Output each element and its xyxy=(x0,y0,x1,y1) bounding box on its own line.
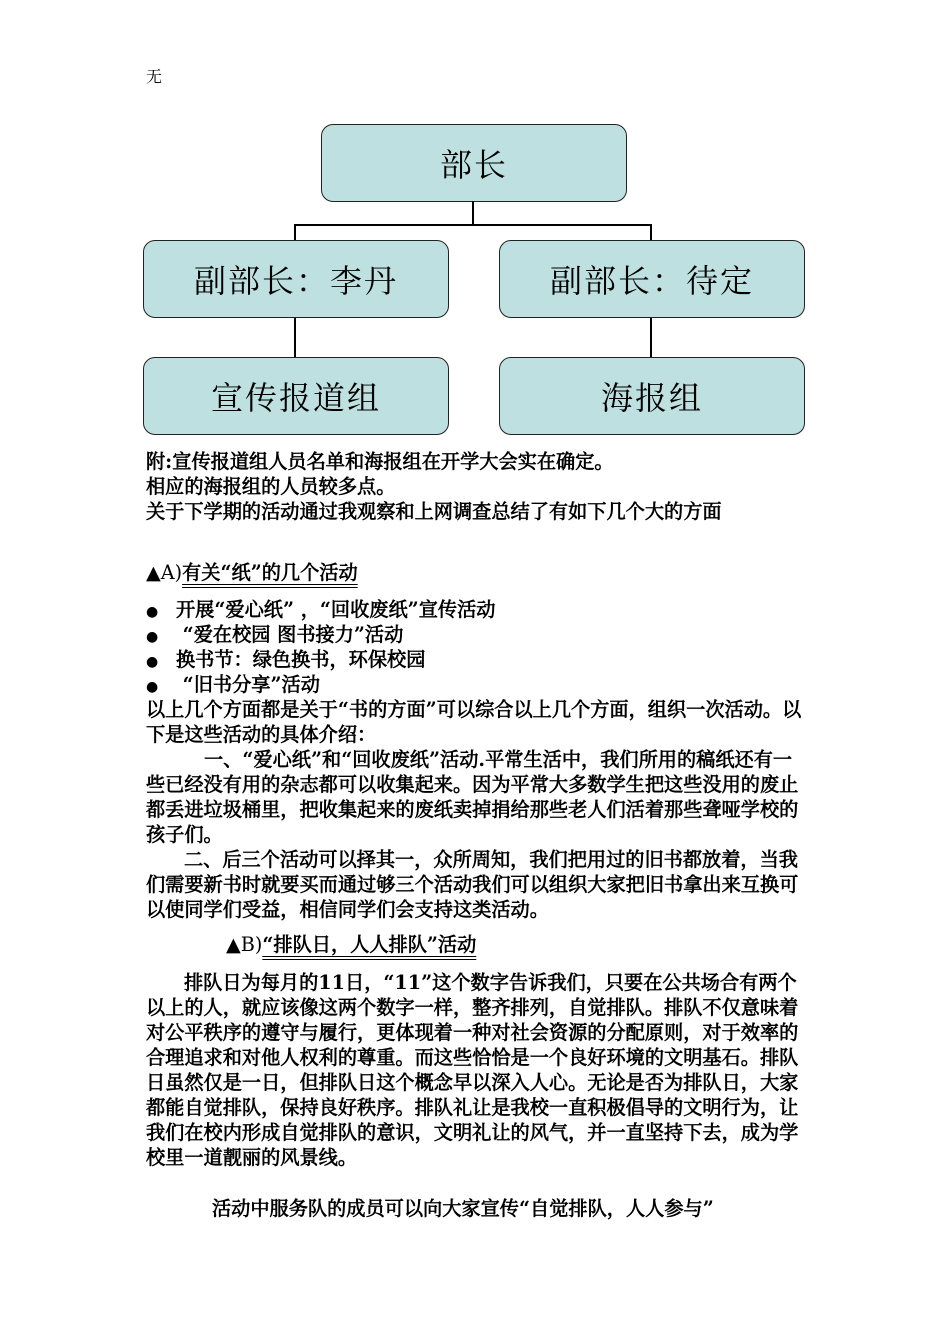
bullet-icon: ● xyxy=(146,629,159,645)
list-item-text: 开展“爱心纸” ，“回收废纸”宣传活动 xyxy=(176,598,496,621)
connector-line xyxy=(294,224,652,226)
connector-line xyxy=(472,201,474,225)
list-item xyxy=(146,597,495,625)
org-box-deputy-right: 副部长：待定 xyxy=(499,240,805,318)
bullet-icon: ● xyxy=(146,654,159,670)
list-item-text: 换书节：绿色换书，环保校园 xyxy=(176,648,426,671)
section-a-summary: 以上几个方面都是关于“书的方面”可以综合以上几个方面，组织一次活动。以下是这些活动的具体介绍： xyxy=(146,698,802,746)
connector-line xyxy=(294,318,296,358)
list-item-text: “爱在校园 图书接力”活动 xyxy=(176,623,404,646)
connector-line xyxy=(650,318,652,358)
section-b-title: “排队日，人人排队”活动 xyxy=(262,933,477,956)
org-box-director: 部长 xyxy=(321,124,627,202)
header-mark: 无 xyxy=(146,67,163,86)
section-a-heading xyxy=(146,560,808,585)
connector-line xyxy=(650,224,652,241)
section-a-paragraph-2: 二、后三个活动可以择其一，众所周知，我们把用过的旧书都放着，当我们需要新书时就要买而通过够三个活动我们可以组织大家把旧书拿出来互换可以使同学们受益，相信同学们会支持这类活动。 xyxy=(146,848,799,921)
section-b-paragraph-2: 活动中服务队的成员可以向大家宣传“自觉排队，人人参与” xyxy=(212,1197,714,1220)
list-item-text: “旧书分享”活动 xyxy=(176,673,320,696)
note-line-2: 相应的海报组的人员较多点。 xyxy=(146,475,396,498)
section-a-paragraph-1: 一、“爱心纸”和“回收废纸”活动.平常生活中，我们所用的稿纸还有一些已经没有用的杂志都可以收集起来。因为平常大多数学生把这些没用的废止都丢进垃圾桶里，把收集起来的废纸卖掉捐给那些老人们活着那些聋哑学校的孩子们。 xyxy=(146,748,799,846)
section-b-heading xyxy=(146,932,808,957)
org-box-deputy-left: 副部长：李丹 xyxy=(143,240,449,318)
section-a-marker: ▲A) xyxy=(146,561,183,584)
section-a-title: 有关“纸”的几个活动 xyxy=(182,561,358,584)
connector-line xyxy=(294,224,296,241)
list-item xyxy=(146,622,403,650)
section-b-paragraph-1: 排队日为每月的11日，“11”这个数字告诉我们，只要在公共场合有两个以上的人，就应该像这两个数字一样，整齐排列，自觉排队。排队不仅意味着对公平秩序的遵守与履行，更体现着一种对社会资源的分配原则，对于效率的合理追求和对他人权利的尊重。而这些恰恰是一个良好环境的文明基石。排队日虽然仅是一日，但排队日这个概念早以深入人心。无论是否为排队日，大家都能自觉排队，保持良好秩序。排队礼让是我校一直积极倡导的文明行为，让我们在校内形成自觉排队的意识，文明礼让的风气，并一直坚持下去，成为学校里一道靓丽的风景线。 xyxy=(146,971,799,1169)
section-b-marker: ▲B) xyxy=(226,933,263,956)
note-line-1: 附:宣传报道组人员名单和海报组在开学大会实在确定。 xyxy=(146,450,614,473)
list-item xyxy=(146,672,320,700)
org-box-group-left: 宣传报道组 xyxy=(143,357,449,435)
bullet-icon: ● xyxy=(146,604,159,620)
note-line-3: 关于下学期的活动通过我观察和上网调查总结了有如下几个大的方面 xyxy=(146,500,722,523)
bullet-icon: ● xyxy=(146,679,159,695)
list-item xyxy=(146,647,425,675)
org-box-group-right: 海报组 xyxy=(499,357,805,435)
